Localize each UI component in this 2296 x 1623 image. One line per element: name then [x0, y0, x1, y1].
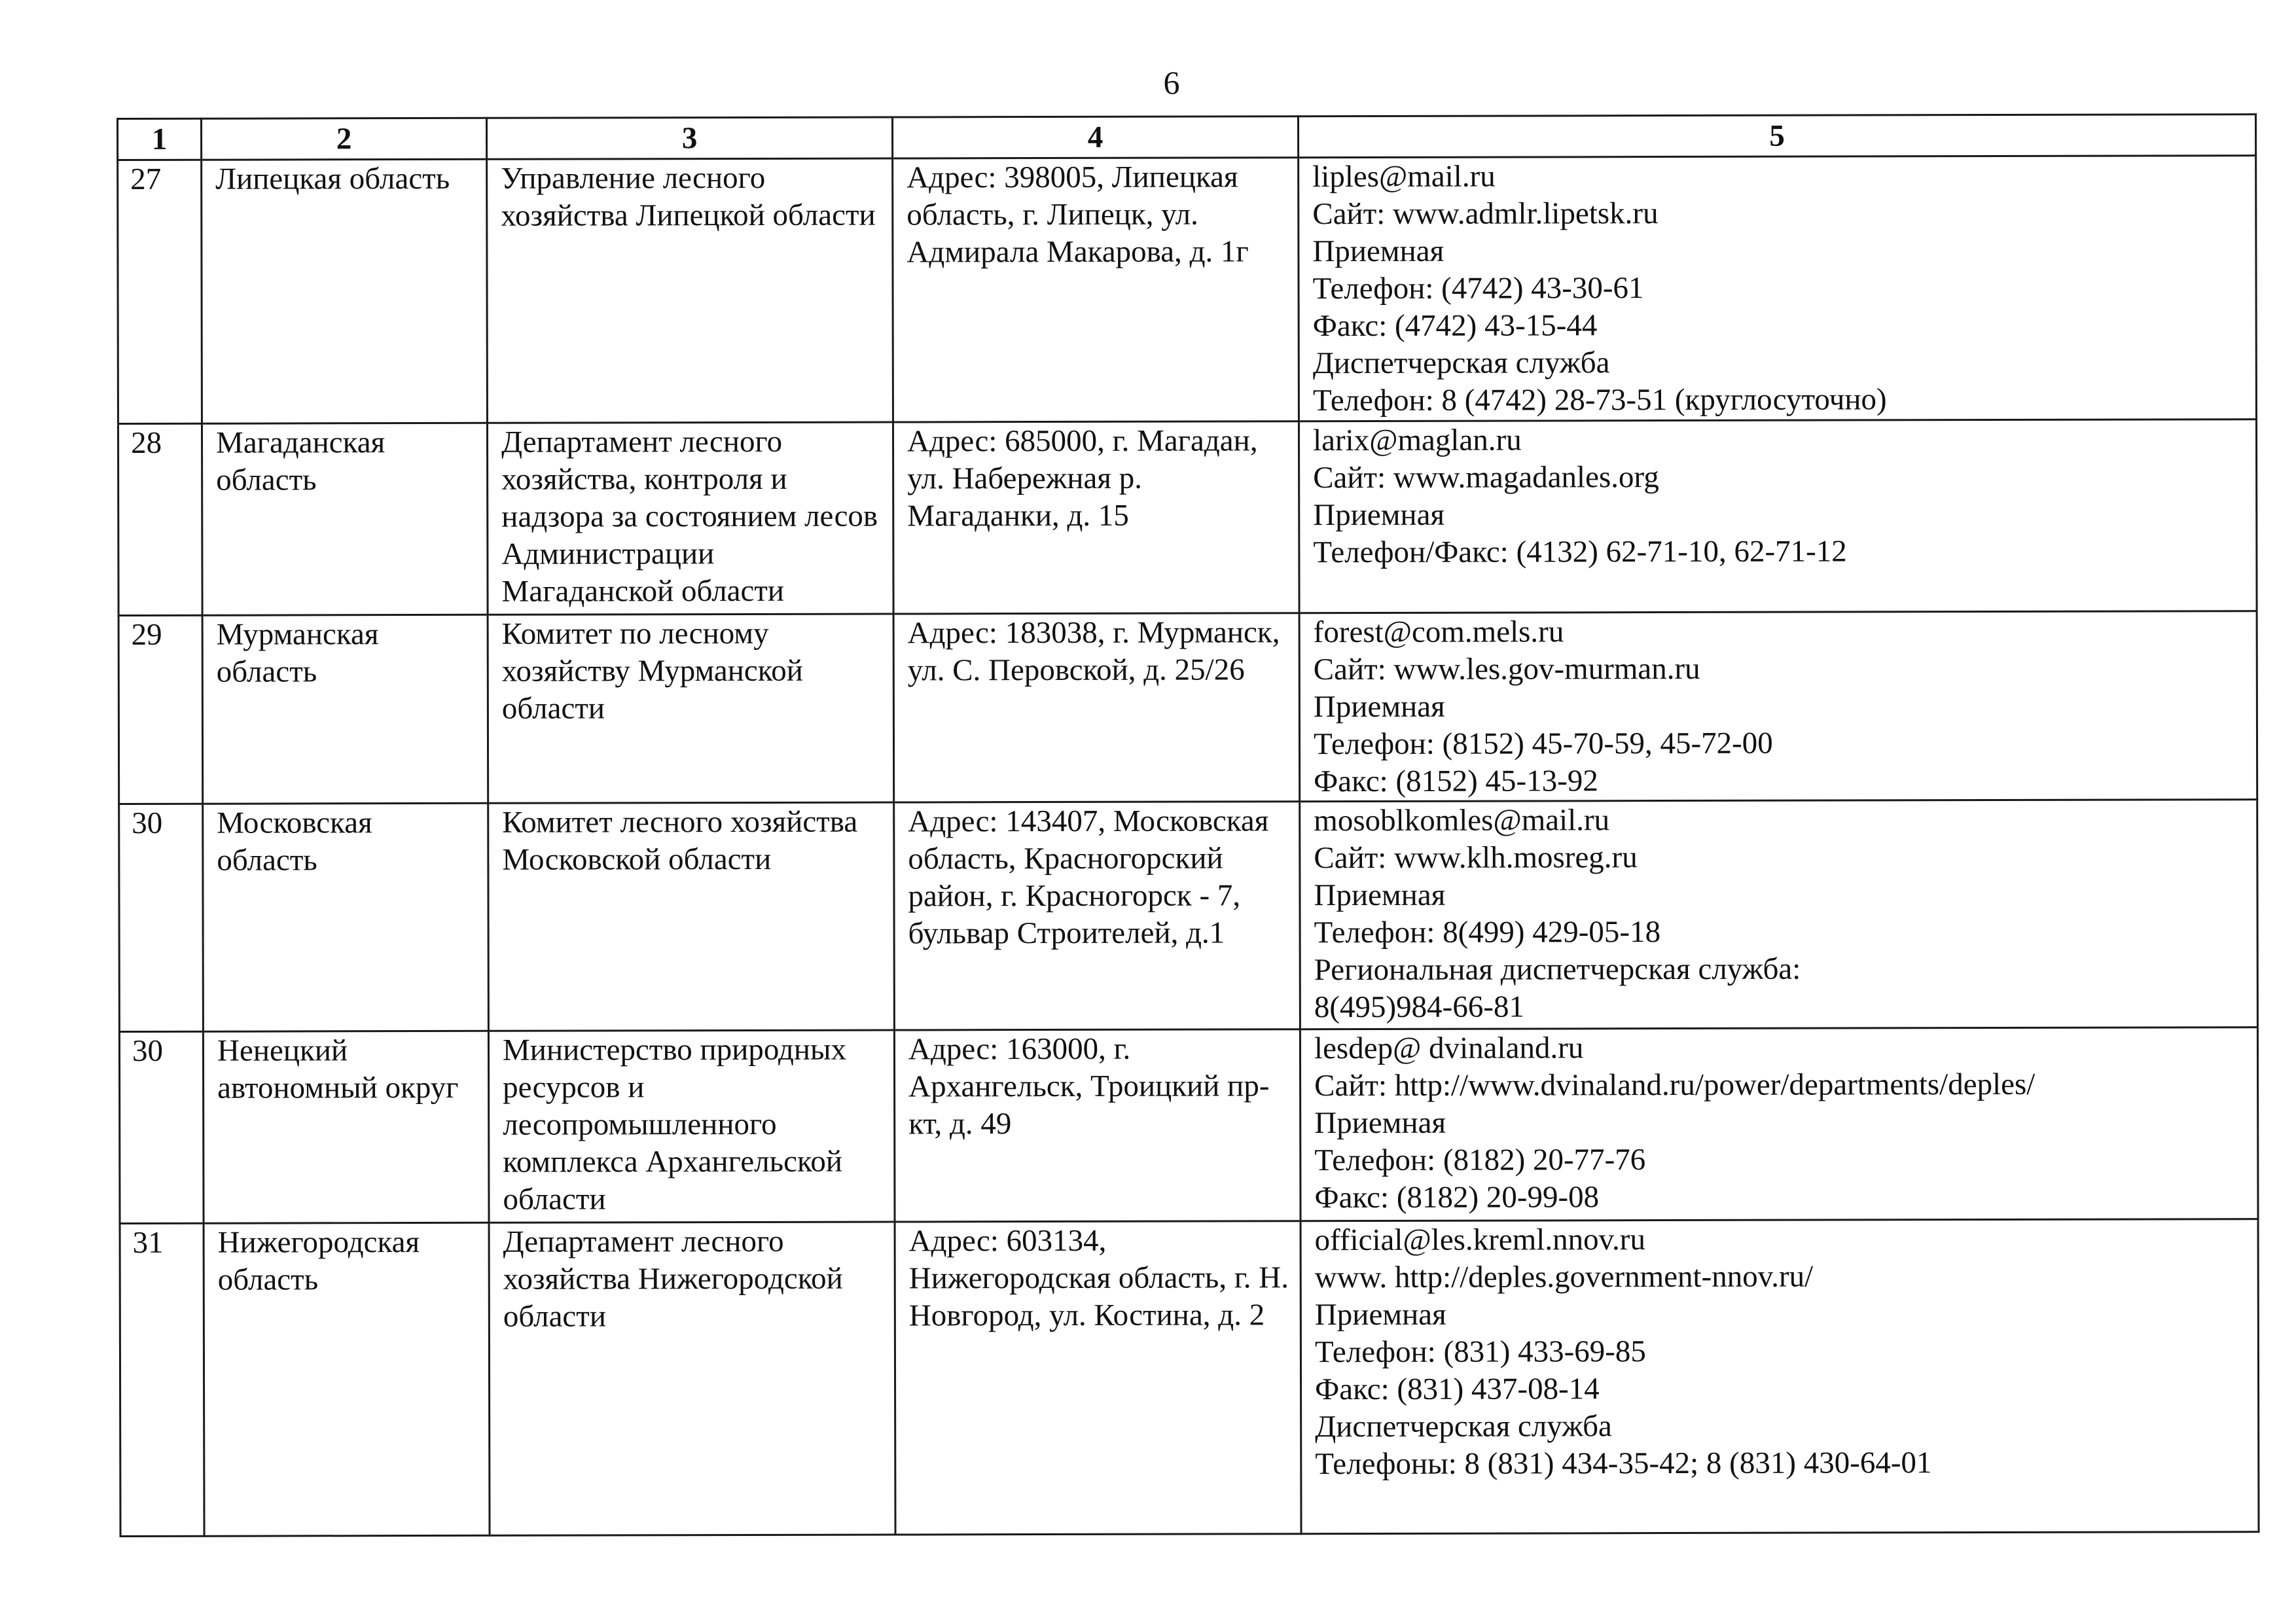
contact-line: Телефон/Факс: (4132) 62-71-10, 62-71-12 [1313, 534, 1847, 570]
contact-line: Диспетчерская служба [1315, 1409, 1612, 1444]
email-link[interactable]: official@les.kreml.nnov.ru [1314, 1222, 1645, 1258]
contact-line: Диспетчерская служба [1312, 346, 1610, 381]
contacts-cell [1299, 156, 2257, 421]
table-row [119, 800, 2258, 1032]
contacts-table [117, 113, 2260, 1537]
email-link[interactable]: lipl​es@mail.ru [1312, 159, 1496, 194]
contact-line: Факс: (4742) 43-15-44 [1312, 308, 1598, 344]
region-cell: Липецкая область [202, 159, 488, 423]
organization-cell: Комитет по лесному хозяйству Мурманской области [488, 614, 894, 803]
address-cell: Адрес: 143407, Московская область, Красногорский район, г. Красногорск - 7, бульвар Строителей, д.1 [894, 802, 1300, 1030]
region-cell: Нижегородская область [204, 1222, 490, 1536]
contact-line: Приемная [1314, 1297, 1446, 1332]
website-link[interactable]: Сайт: www.klh.mosreg.ru [1314, 840, 1638, 876]
column-header-5: 5 [1298, 115, 2255, 158]
contacts-cell [1300, 1027, 2258, 1221]
contact-line: Телефон: 8(499) 429-05-18 [1314, 915, 1661, 950]
contacts-cell [1300, 800, 2258, 1029]
email-link[interactable]: forest@com.mels.ru [1313, 615, 1564, 650]
table-row [119, 1027, 2258, 1224]
contact-line: Телефон: (831) 433-69-85 [1314, 1334, 1646, 1370]
column-header-2: 2 [202, 118, 487, 160]
contact-line: 8(495)984-66-81 [1314, 990, 1525, 1025]
row-number: 29 [118, 615, 203, 804]
contact-line: Приемная [1314, 1105, 1446, 1141]
region-cell: Мурманская область [202, 615, 488, 804]
contacts-cell [1299, 419, 2257, 613]
table-row [118, 156, 2257, 424]
column-header-4: 4 [893, 116, 1299, 158]
address-cell: Адрес: 183038, г. Мурманск, ул. С. Перовской, д. 25/26 [893, 613, 1300, 802]
contact-line: Приемная [1312, 234, 1444, 269]
column-header-1: 1 [118, 118, 202, 160]
table-row [120, 1219, 2259, 1537]
row-number: 27 [118, 160, 202, 423]
address-cell: Адрес: 685000, г. Магадан, ул. Набережная р. Магаданки, д. 15 [893, 421, 1299, 614]
row-number: 31 [120, 1223, 204, 1536]
contact-line: Телефон: (8152) 45-70-59, 45-72-00 [1313, 726, 1773, 762]
address-cell: Адрес: 603134, Нижегородская область, г. Н. Новгород, ул. Костина, д. 2 [895, 1221, 1301, 1535]
website-link[interactable]: Сайт: www.admlr.lipetsk.ru [1312, 196, 1659, 232]
row-number: 30 [119, 1031, 204, 1223]
contacts-cell [1300, 1219, 2259, 1534]
column-header-3: 3 [487, 117, 893, 159]
organization-cell: Департамент лесного хозяйства Нижегородской области [489, 1222, 895, 1535]
contact-line: Телефон: 8 (4742) 28-73-51 (круглосуточно) [1312, 382, 1887, 418]
organization-cell: Департамент лесного хозяйства, контроля и надзора за состоянием лесов Администрации Магаданской области [487, 422, 893, 615]
organization-cell: Министерство природных ресурсов и лесопромышленного комплекса Архангельской области [488, 1030, 895, 1222]
contact-line: Телефон: (8182) 20-77-76 [1314, 1143, 1646, 1178]
organization-cell: Управление лесного хозяйства Липецкой области [487, 158, 893, 423]
page-number: 6 [1163, 64, 1180, 101]
region-cell: Московская область [203, 803, 489, 1031]
contact-line: Телефоны: 8 (831) 434-35-42; 8 (831) 430-64-01 [1315, 1446, 1932, 1482]
contact-line: Факс: (8182) 20-99-08 [1314, 1180, 1600, 1215]
email-link[interactable]: larix@maglan.ru [1312, 423, 1522, 458]
contact-line: Факс: (8152) 45-13-92 [1314, 764, 1598, 799]
website-link[interactable]: Сайт: www.les.gov-murman.ru [1313, 651, 1700, 687]
contact-line: Региональная диспетчерская служба: [1314, 952, 1801, 988]
organization-cell: Комитет лесного хозяйства Московской области [488, 802, 895, 1031]
row-number: 30 [119, 804, 204, 1031]
table-row [118, 611, 2257, 804]
email-link[interactable]: mosoblkomles@mail.ru [1314, 803, 1610, 838]
contact-line: Приемная [1314, 878, 1446, 913]
contact-line: Приемная [1313, 689, 1445, 724]
contact-line: Факс: (831) 437-08-14 [1315, 1372, 1600, 1407]
region-cell: Магаданская область [202, 423, 488, 615]
website-link[interactable]: Сайт: http://www.dvinaland.ru/power/departments/deples/ [1314, 1067, 2036, 1103]
email-link[interactable]: lesdep@ dvinaland.ru [1314, 1031, 1584, 1066]
region-cell: Ненецкий автономный округ [203, 1031, 489, 1223]
header-row [118, 115, 2256, 160]
address-cell: Адрес: 398005, Липецкая область, г. Липецк, ул. Адмирала Макарова, д. 1г [893, 158, 1299, 422]
website-link[interactable]: www. http://deples.government-nnov.ru/ [1314, 1259, 1814, 1295]
contacts-cell [1299, 611, 2257, 802]
table-row [118, 419, 2257, 616]
row-number: 28 [118, 423, 202, 615]
contact-line: Приемная [1313, 497, 1445, 533]
address-cell: Адрес: 163000, г. Архангельск, Троицкий пр-кт, д. 49 [894, 1029, 1300, 1222]
contact-line: Телефон: (4742) 43-30-61 [1312, 271, 1644, 306]
website-link[interactable]: Сайт: www.magadanles.org [1313, 460, 1659, 495]
